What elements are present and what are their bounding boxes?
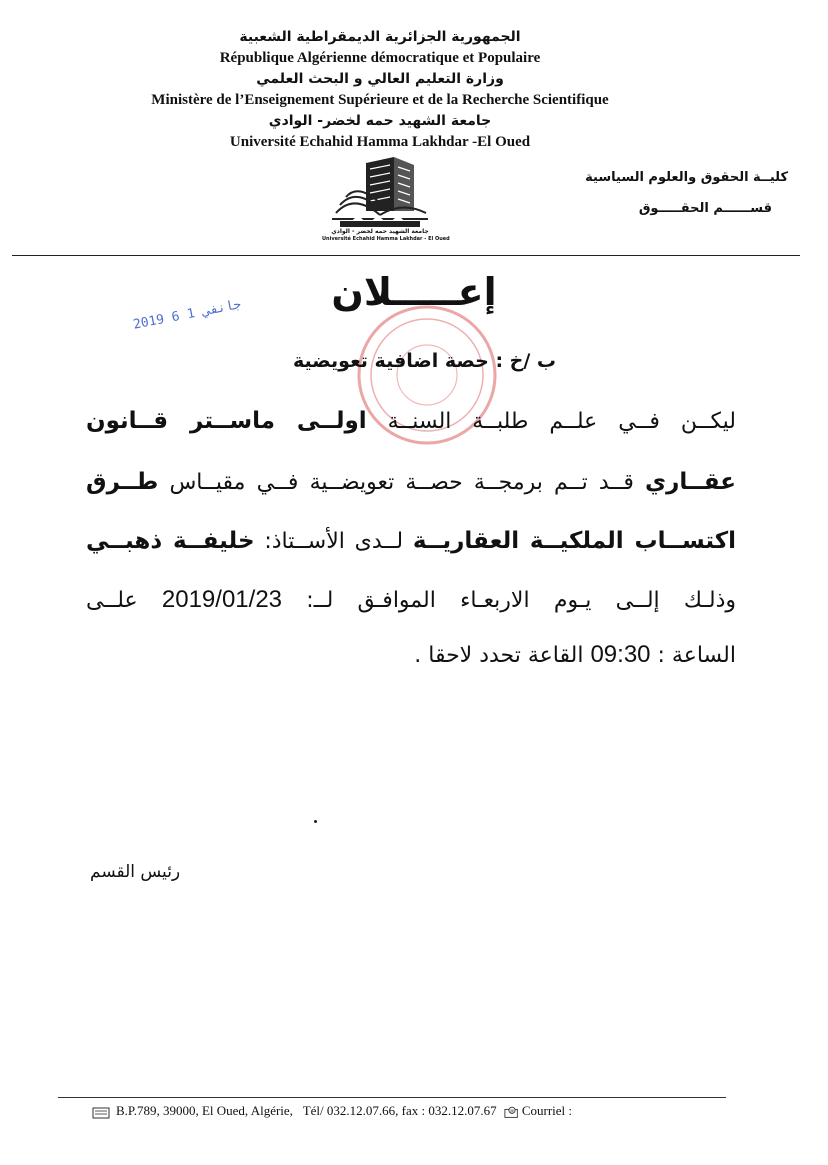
body-line-1-bold: اولــى ماســتر قــانون xyxy=(86,408,367,434)
body-line-5 xyxy=(86,640,736,671)
body-line-5-text: الساعة : xyxy=(657,643,736,668)
session-date: 2019/01/23 xyxy=(161,586,283,613)
footer-phone-fax: Tél/ 032.12.07.66, fax : 032.12.07.67 xyxy=(302,1103,497,1118)
body-line-4 xyxy=(86,585,736,616)
header-divider xyxy=(12,255,800,256)
date-received-stamp: 2019 جانفي 1 6 xyxy=(132,297,243,333)
body-line-3-bold-end: خليفــة ذهبــي xyxy=(86,528,255,554)
stray-dot xyxy=(314,820,317,823)
body-line-2-bold-end: طــرق xyxy=(86,469,159,495)
body-line-2-bold-start: عقــاري xyxy=(645,469,736,495)
body-line-2-text: قــد تــم برمجــة حصــة تعويضــية فــي مقيــاس xyxy=(169,470,634,495)
body-line-1 xyxy=(86,406,736,437)
email-icon xyxy=(504,1106,520,1119)
logo-caption-french: Université Echahid Hamma Lakhdar - El Oued xyxy=(322,236,450,242)
body-line-4-text: وذلـك إلــى يـوم الاربعـاء الموافـق لــ: xyxy=(306,588,737,613)
header-arabic-republic: الجمهورية الجزائرية الديمقراطية الشعبية xyxy=(239,29,521,45)
body-line-1-text: ليكــن فــي علــم طلبــة السنــة xyxy=(387,409,737,434)
body-line-2 xyxy=(86,467,736,498)
body-line-4-end: علــى xyxy=(86,588,138,613)
svg-text:@: @ xyxy=(509,1108,515,1114)
logo-caption-arabic: جامعة الشهيد حمه لخضر - الوادي xyxy=(331,228,429,235)
session-time: 09:30 xyxy=(590,641,651,668)
header-french-republic: République Algérienne démocratique et Populaire xyxy=(219,50,541,66)
footer-contact xyxy=(92,1103,792,1119)
department-name: قســــــم الحقـــــوق xyxy=(638,201,772,216)
signature-label: رئيس القسم xyxy=(90,862,181,882)
faculty-name: كليــة الحقوق والعلوم السياسية xyxy=(585,170,788,185)
announcement-subject: ب /خ : حصة اضافية تعويضية xyxy=(293,350,556,372)
body-line-5-end: القاعة تحدد لاحقا . xyxy=(414,643,584,668)
body-line-3-text: لــدى الأســتاذ: xyxy=(264,529,404,554)
announcement-title: إعـــــلان xyxy=(331,270,497,314)
body-line-3 xyxy=(86,526,736,557)
header-arabic-university: جامعة الشهيد حمه لخضر- الوادي xyxy=(268,113,492,129)
mailbox-icon xyxy=(92,1106,110,1119)
footer-address: B.P.789, 39000, El Oued, Algérie, xyxy=(116,1103,293,1118)
header-arabic-ministry: وزارة التعليم العالي و البحث العلمي xyxy=(256,71,504,87)
body-line-3-bold-start: اكتســاب الملكيــة العقاريــة xyxy=(412,528,737,554)
footer-divider xyxy=(58,1097,726,1098)
header-french-ministry: Ministère de l’Enseignement Supérieure et de la Recherche Scientifique xyxy=(151,92,609,108)
footer-email-label: Courriel : xyxy=(521,1103,573,1118)
header-french-university: Université Echahid Hamma Lakhdar -El Oued xyxy=(229,134,531,150)
